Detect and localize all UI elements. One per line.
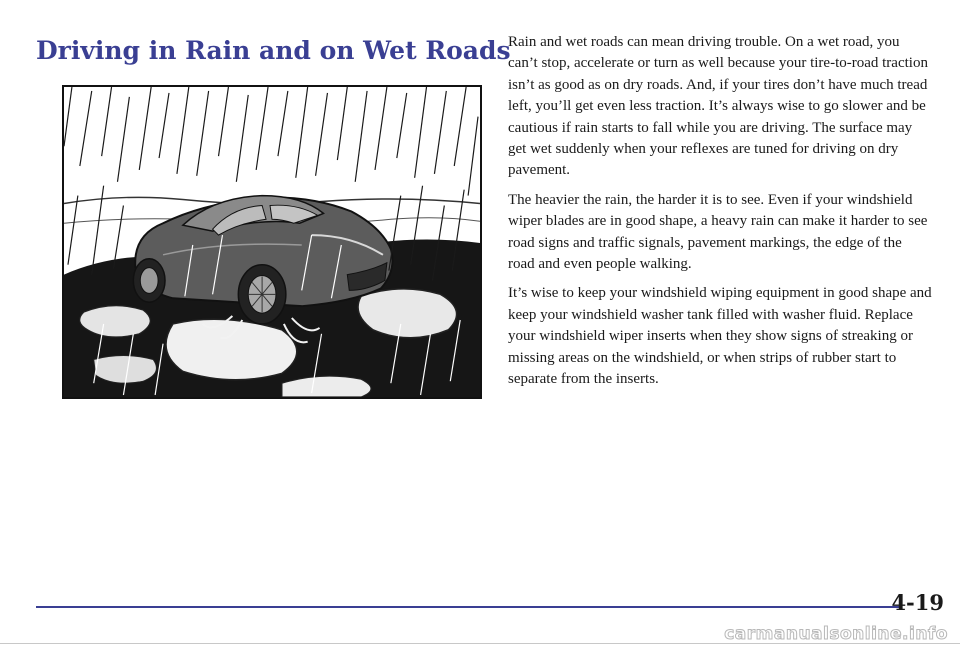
paragraph-heavy-rain-visibility: The heavier the rain, the harder it is to see. Even if your windshield wiper blades are in good shape, a heavy rain can make it harder to see road signs and traffic signals, pavement markings, the edge of the road and even people walking. <box>508 191 928 273</box>
rain-car-illustration <box>62 85 482 399</box>
paragraph-wet-road-traction: Rain and wet roads can mean driving trouble. On a wet road, you can’t stop, accelerate or turn as well because your tire-to-road traction isn’t as good as on dry roads. And, if your tires don’t have much tread left, you’ll get even less traction. It’s always wise to go slower and be cautious if rain starts to fall while you are driving. The surface may get wet suddenly when your reflexes are tuned for driving on dry pavement. <box>508 34 928 179</box>
watermark-text: carmanualsonline.info <box>724 624 948 644</box>
page-title: Driving in Rain and on Wet Roads <box>36 36 511 65</box>
page-number: 4-19 <box>891 590 944 615</box>
body-text <box>508 32 932 399</box>
paragraph-wiper-maintenance: It’s wise to keep your windshield wiping equipment in good shape and keep your windshield washer tank filled with washer fluid. Replace your windshield wiper inserts when they show signs of streaking or missing areas on the windshield, or when strips of rubber start to separate from the inserts. <box>508 285 932 388</box>
car-in-rain-image <box>64 87 480 397</box>
footer-rule <box>36 606 902 608</box>
